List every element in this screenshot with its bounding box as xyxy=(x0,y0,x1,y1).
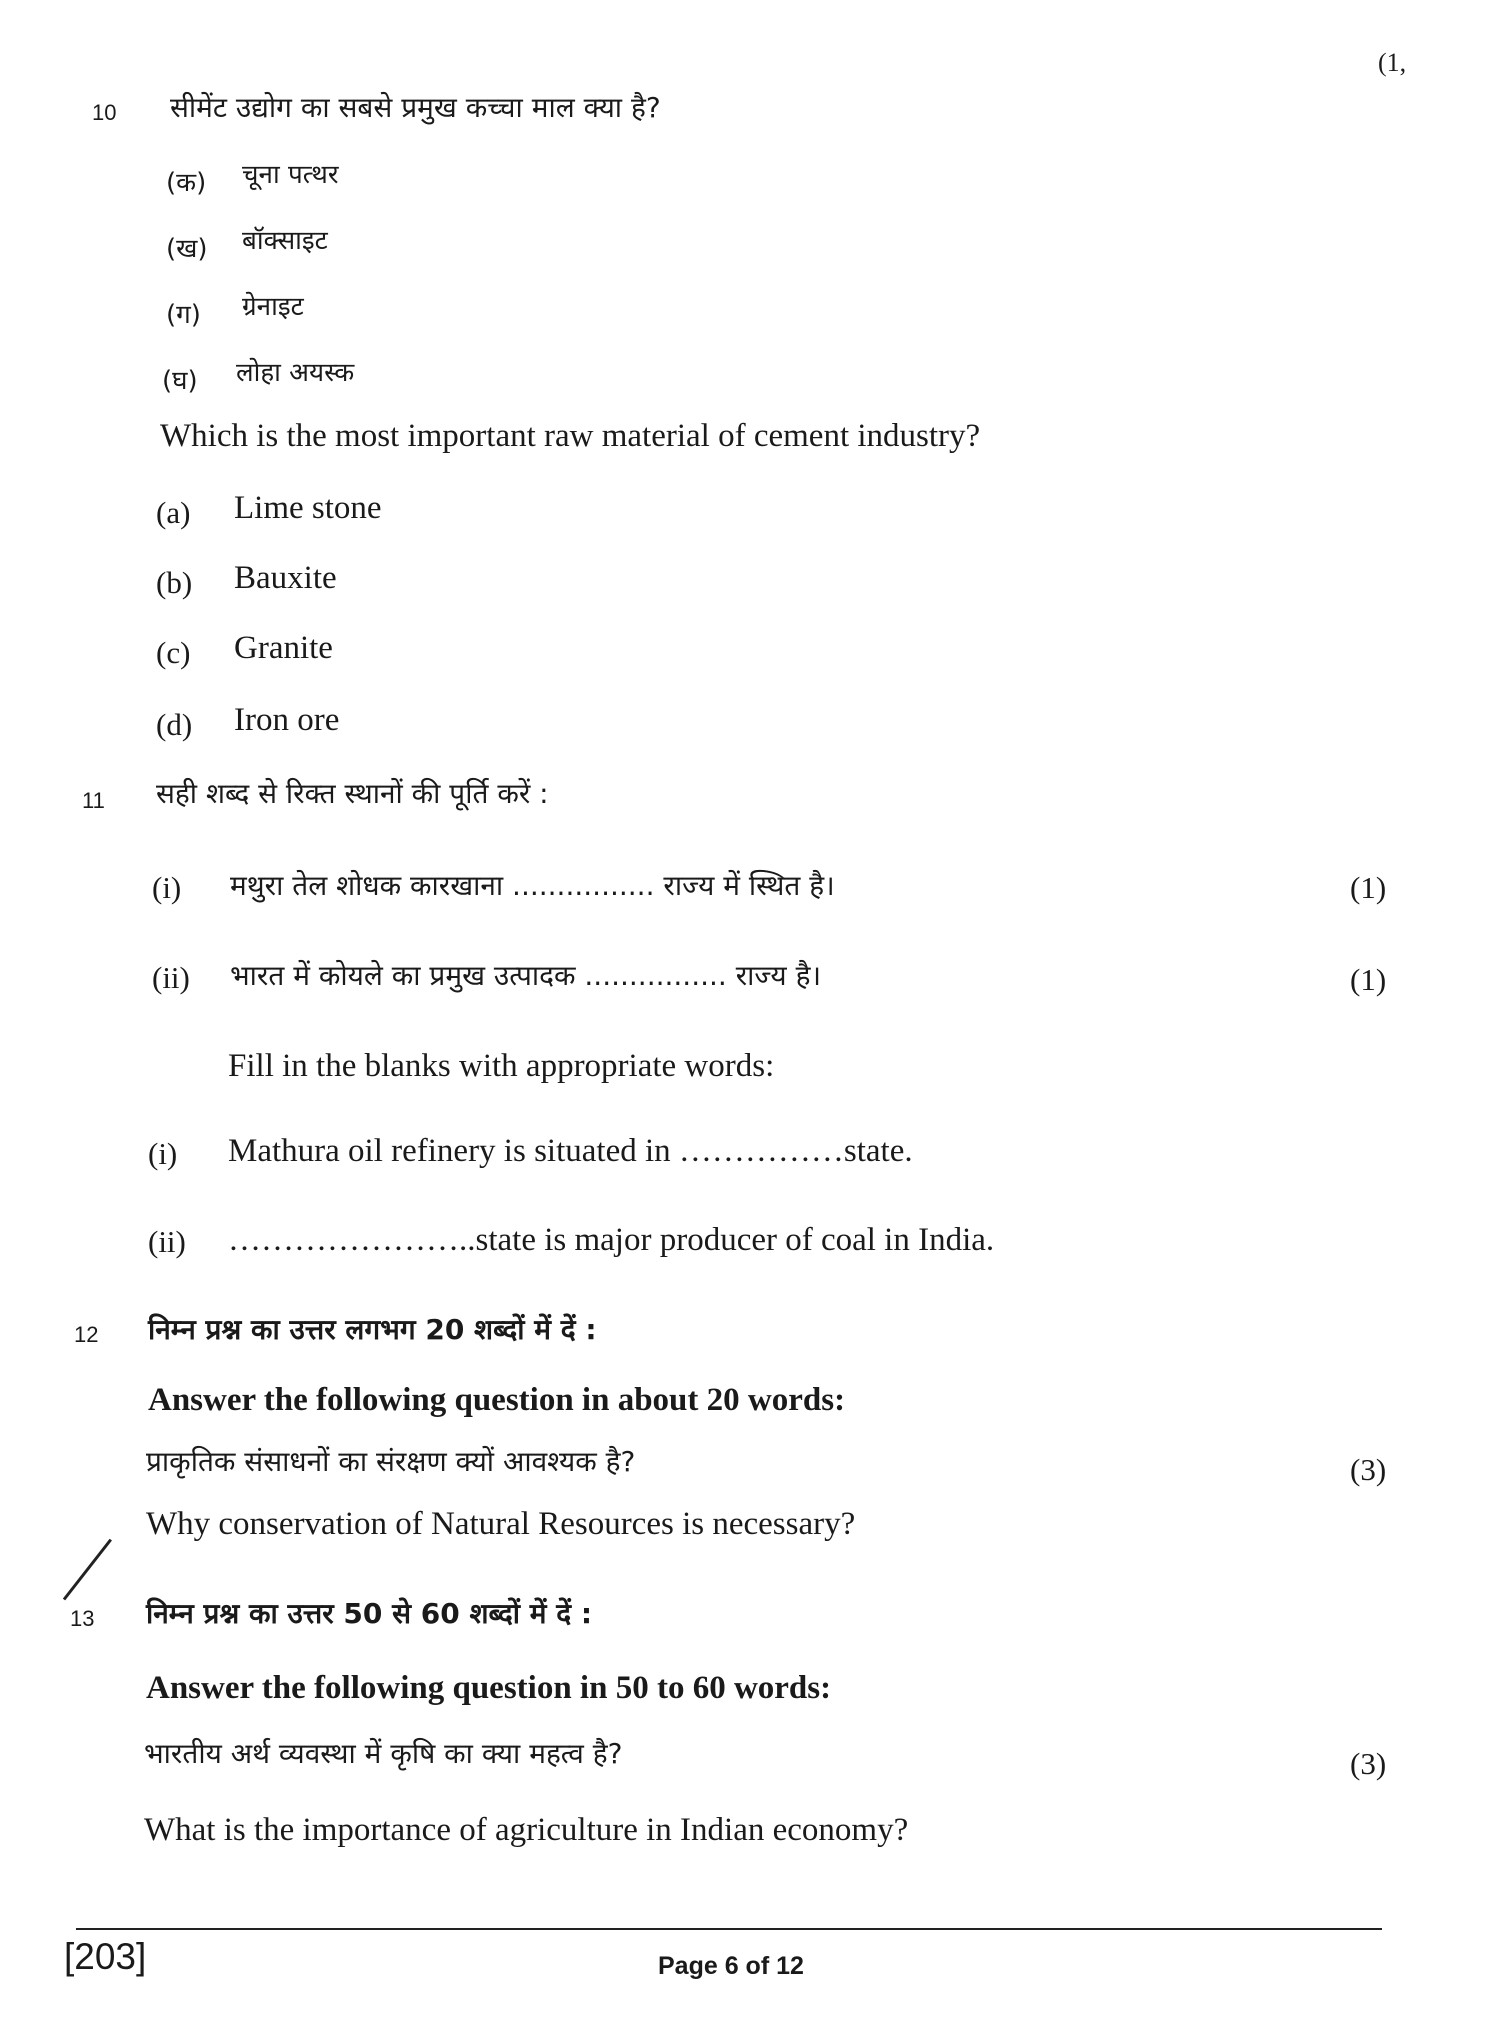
question-number: 13 xyxy=(70,1606,95,1631)
marks: (3) xyxy=(1350,1452,1387,1487)
instruction-hindi: सही शब्द से रिक्त स्थानों की पूर्ति करें : xyxy=(156,777,549,810)
hindi-option-label: (क) xyxy=(166,168,207,198)
instruction-hindi: निम्न प्रश्न का उत्तर लगभग 20 शब्दों में दें : xyxy=(148,1313,597,1346)
question-hindi: भारतीय अर्थ व्यवस्था में कृषि का क्या महत्व है? xyxy=(144,1737,623,1770)
item-label: (ii) xyxy=(148,1224,186,1259)
question-english: Which is the most important raw material of cement industry? xyxy=(160,418,981,454)
item-hindi-text: भारत में कोयले का प्रमुख उत्पादक ................ राज्य है। xyxy=(230,959,822,992)
instruction-hindi: निम्न प्रश्न का उत्तर 50 से 60 शब्दों में दें : xyxy=(146,1597,593,1630)
item-english-text: …………………..state is major producer of coal in India. xyxy=(228,1222,995,1258)
hindi-option-label: (ख) xyxy=(166,234,208,264)
hindi-option-text: बॉक्साइट xyxy=(242,226,328,256)
item-label: (ii) xyxy=(152,960,190,995)
english-option-label: (b) xyxy=(156,565,193,600)
footer-divider xyxy=(76,1928,1382,1930)
hindi-option-text: ग्रेनाइट xyxy=(242,292,304,322)
marks: (3) xyxy=(1350,1746,1387,1781)
instruction-english: Answer the following question in about 20 words: xyxy=(148,1382,846,1418)
marks: (1) xyxy=(1350,962,1387,997)
item-english-text: Mathura oil refinery is situated in ……………state. xyxy=(228,1133,913,1169)
instruction-english: Fill in the blanks with appropriate words: xyxy=(228,1048,775,1084)
paper-code: [203] xyxy=(64,1936,147,1977)
hindi-option-label: (ग) xyxy=(166,300,201,330)
english-option-label: (a) xyxy=(156,495,191,530)
pen-tick-mark xyxy=(63,1539,112,1601)
english-option-text: Bauxite xyxy=(234,560,337,596)
item-hindi-text: मथुरा तेल शोधक कारखाना ................ राज्य में स्थित है। xyxy=(230,869,835,902)
instruction-english: Answer the following question in 50 to 60 words: xyxy=(146,1670,832,1706)
hindi-option-text: चूना पत्थर xyxy=(242,160,339,190)
english-option-text: Iron ore xyxy=(234,702,340,738)
question-hindi: सीमेंट उद्योग का सबसे प्रमुख कच्चा माल क्या है? xyxy=(170,91,661,124)
question-number: 12 xyxy=(74,1322,99,1347)
english-option-text: Granite xyxy=(234,630,333,666)
question-english: What is the importance of agriculture in Indian economy? xyxy=(144,1812,909,1848)
english-option-text: Lime stone xyxy=(234,490,382,526)
question-number: 10 xyxy=(92,100,117,125)
english-option-label: (d) xyxy=(156,707,193,742)
page-corner-mark: (1, xyxy=(1378,48,1407,77)
item-label: (i) xyxy=(148,1136,178,1171)
question-number: 11 xyxy=(82,788,105,813)
question-hindi: प्राकृतिक संसाधनों का संरक्षण क्यों आवश्यक है? xyxy=(146,1445,636,1478)
question-english: Why conservation of Natural Resources is necessary? xyxy=(146,1506,856,1542)
hindi-option-label: (घ) xyxy=(162,366,198,396)
item-label: (i) xyxy=(152,870,182,905)
hindi-option-text: लोहा अयस्क xyxy=(236,358,355,388)
marks: (1) xyxy=(1350,870,1387,905)
english-option-label: (c) xyxy=(156,635,191,670)
page-number: Page 6 of 12 xyxy=(658,1952,804,1980)
